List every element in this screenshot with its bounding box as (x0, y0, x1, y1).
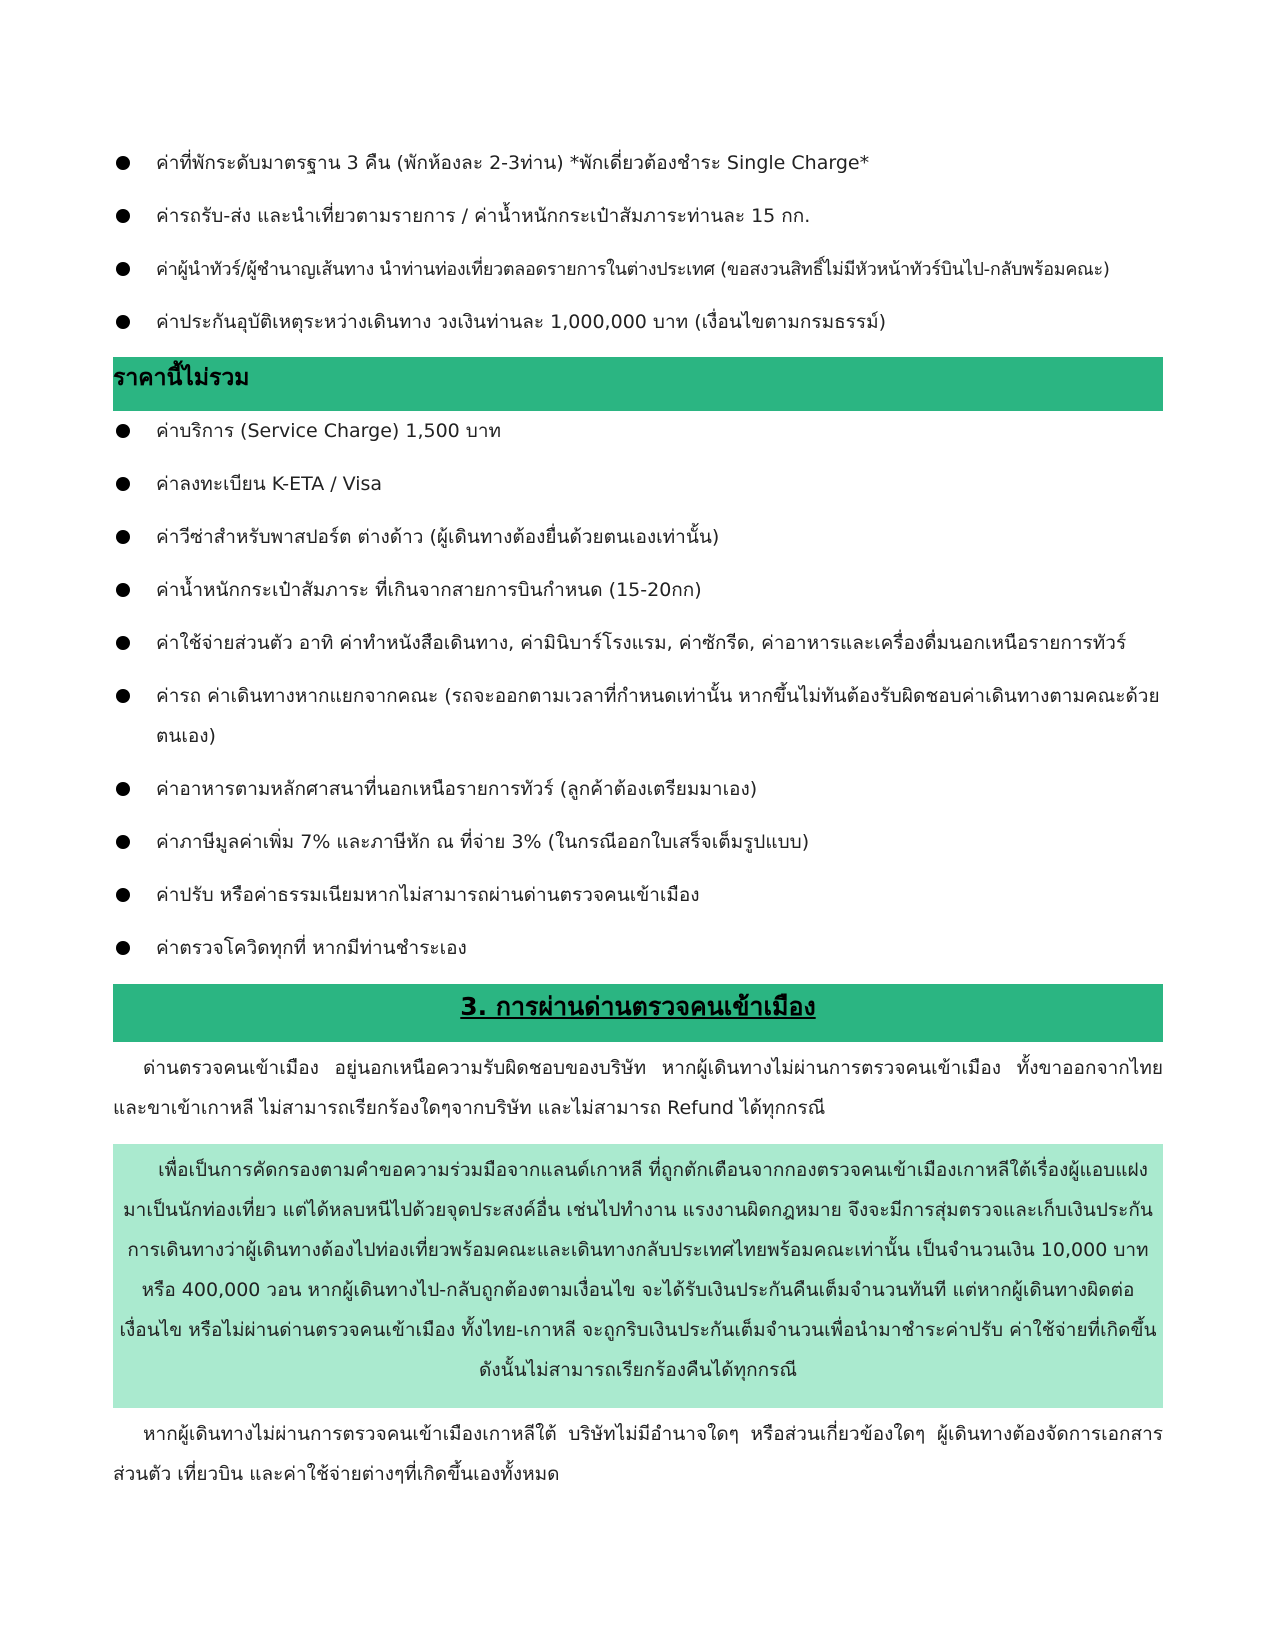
list-item (113, 464, 1163, 517)
list-item (113, 196, 1163, 249)
list-item (113, 676, 1163, 769)
bullet-icon (116, 315, 130, 329)
list-item-text: ค่าวีซ่าสำหรับพาสปอร์ต ต่างด้าว (ผู้เดินทางต้องยื่นด้วยตนเองเท่านั้น) (156, 526, 720, 548)
immigration-highlight-box: เพื่อเป็นการคัดกรองตามคำขอความร่วมมือจากแลนด์เกาหลี ที่ถูกตักเตือนจากกองตรวจคนเข้าเมืองเกาหลีใต้เรื่องผู้แอบแฝงมาเป็นนักท่องเที่ยว แต่ได้หลบหนีไปด้วยจุดประสงค์อื่น เช่นไปทำงาน แรงงานผิดกฎหมาย จึงจะมีการสุ่มตรวจและเก็บเงินประกันการเดินทางว่าผู้เดินทางต้องไปท่องเที่ยวพร้อมคณะและเดินทางกลับประเทศไทยพร้อมคณะเท่านั้น เป็นจำนวนเงิน 10,000 บาท หรือ 400,000 วอน หากผู้เดินทางไป-กลับถูกต้องตามเงื่อนไข จะได้รับเงินประกันคืนเต็มจำนวนทันที แต่หากผู้เดินทางผิดต่อเงื่อนไข หรือไม่ผ่านด่านตรวจคนเข้าเมือง ทั้งไทย-เกาหลี จะถูกริบเงินประกันเต็มจำนวนเพื่อนำมาชำระค่าปรับ ค่าใช้จ่ายที่เกิดขึ้น ดังนั้นไม่สามารถเรียกร้องคืนได้ทุกกรณี (113, 1144, 1163, 1408)
excludes-heading: ราคานี้ไม่รวม (113, 357, 1163, 411)
bullet-icon (116, 262, 130, 276)
list-item-text: ค่าอาหารตามหลักศาสนาที่นอกเหนือรายการทัวร์ (ลูกค้าต้องเตรียมมาเอง) (156, 778, 758, 800)
list-item (113, 822, 1163, 875)
list-item-text: ค่าที่พักระดับมาตรฐาน 3 คืน (พักห้องละ 2-3ท่าน) *พักเดี่ยวต้องชำระ Single Charge* (156, 152, 870, 174)
bullet-icon (116, 782, 130, 796)
list-item (113, 302, 1163, 355)
bullet-icon (116, 583, 130, 597)
bullet-icon (116, 941, 130, 955)
list-item (113, 517, 1163, 570)
bullet-icon (116, 530, 130, 544)
list-item-text: ค่ารถรับ-ส่ง และนำเที่ยวตามรายการ / ค่าน้ำหนักกระเป๋าสัมภาระท่านละ 15 กก. (156, 205, 811, 227)
bullet-icon (116, 689, 130, 703)
list-item (113, 570, 1163, 623)
list-item-text: ค่าน้ำหนักกระเป๋าสัมภาระ ที่เกินจากสายการบินกำหนด (15-20กก) (156, 579, 702, 601)
list-item-text: ค่าลงทะเบียน K-ETA / Visa (156, 473, 383, 495)
list-item-text: ค่าผู้นำทัวร์/ผู้ชำนาญเส้นทาง นำท่านท่องเที่ยวตลอดรายการในต่างประเทศ (ขอสงวนสิทธิ์ไม่มีหัวหน้าทัวร์บินไป-กลับพร้อมคณะ) (156, 259, 1110, 280)
bullet-icon (116, 424, 130, 438)
immigration-paragraph: ด่านตรวจคนเข้าเมือง อยู่นอกเหนือความรับผิดชอบของบริษัท หากผู้เดินทางไม่ผ่านการตรวจคนเข้าเมือง ทั้งขาออกจากไทย และขาเข้าเกาหลี ไม่สามารถเรียกร้องใดๆจากบริษัท และไม่สามารถ Refund ได้ทุกกรณี (113, 1057, 1163, 1119)
list-item (113, 769, 1163, 822)
immigration-paragraph-2: หากผู้เดินทางไม่ผ่านการตรวจคนเข้าเมืองเกาหลีใต้ บริษัทไม่มีอำนาจใดๆ หรือส่วนเกี่ยวข้องใดๆ ผู้เดินทางต้องจัดการเอกสารส่วนตัว เที่ยวบิน และค่าใช้จ่ายต่างๆที่เกิดขึ้นเองทั้งหมด (113, 1423, 1163, 1485)
list-item (113, 875, 1163, 928)
document-page (113, 143, 1163, 1494)
list-item (113, 249, 1163, 302)
bullet-icon (116, 835, 130, 849)
immigration-heading: 3. การผ่านด่านตรวจคนเข้าเมือง (113, 984, 1163, 1042)
excludes-list (113, 411, 1163, 981)
bullet-icon (116, 209, 130, 223)
bullet-icon (116, 477, 130, 491)
includes-list (113, 143, 1163, 355)
list-item-text: ค่าบริการ (Service Charge) 1,500 บาท (156, 420, 502, 442)
list-item-text: ค่าตรวจโควิดทุกที่ หากมีท่านชำระเอง (156, 937, 467, 959)
bullet-icon (116, 636, 130, 650)
list-item (113, 928, 1163, 981)
bullet-icon (116, 888, 130, 902)
list-item-text: ค่าใช้จ่ายส่วนตัว อาทิ ค่าทำหนังสือเดินทาง, ค่ามินิบาร์โรงแรม, ค่าซักรีด, ค่าอาหารและเครื่องดื่มนอกเหนือรายการทัวร์ (156, 632, 1127, 654)
list-item (113, 411, 1163, 464)
list-item-text: ค่าประกันอุบัติเหตุระหว่างเดินทาง วงเงินท่านละ 1,000,000 บาท (เงื่อนไขตามกรมธรรม์) (156, 311, 887, 333)
list-item (113, 143, 1163, 196)
list-item-text: ค่าปรับ หรือค่าธรรมเนียมหากไม่สามารถผ่านด่านตรวจคนเข้าเมือง (156, 884, 700, 906)
list-item-text: ค่ารถ ค่าเดินทางหากแยกจากคณะ (รถจะออกตามเวลาที่กำหนดเท่านั้น หากขึ้นไม่ทันต้องรับผิดชอบค่าเดินทางตามคณะด้วยตนเอง) (156, 685, 1160, 747)
bullet-icon (116, 156, 130, 170)
list-item (113, 623, 1163, 676)
list-item-text: ค่าภาษีมูลค่าเพิ่ม 7% และภาษีหัก ณ ที่จ่าย 3% (ในกรณีออกใบเสร็จเต็มรูปแบบ) (156, 831, 810, 853)
